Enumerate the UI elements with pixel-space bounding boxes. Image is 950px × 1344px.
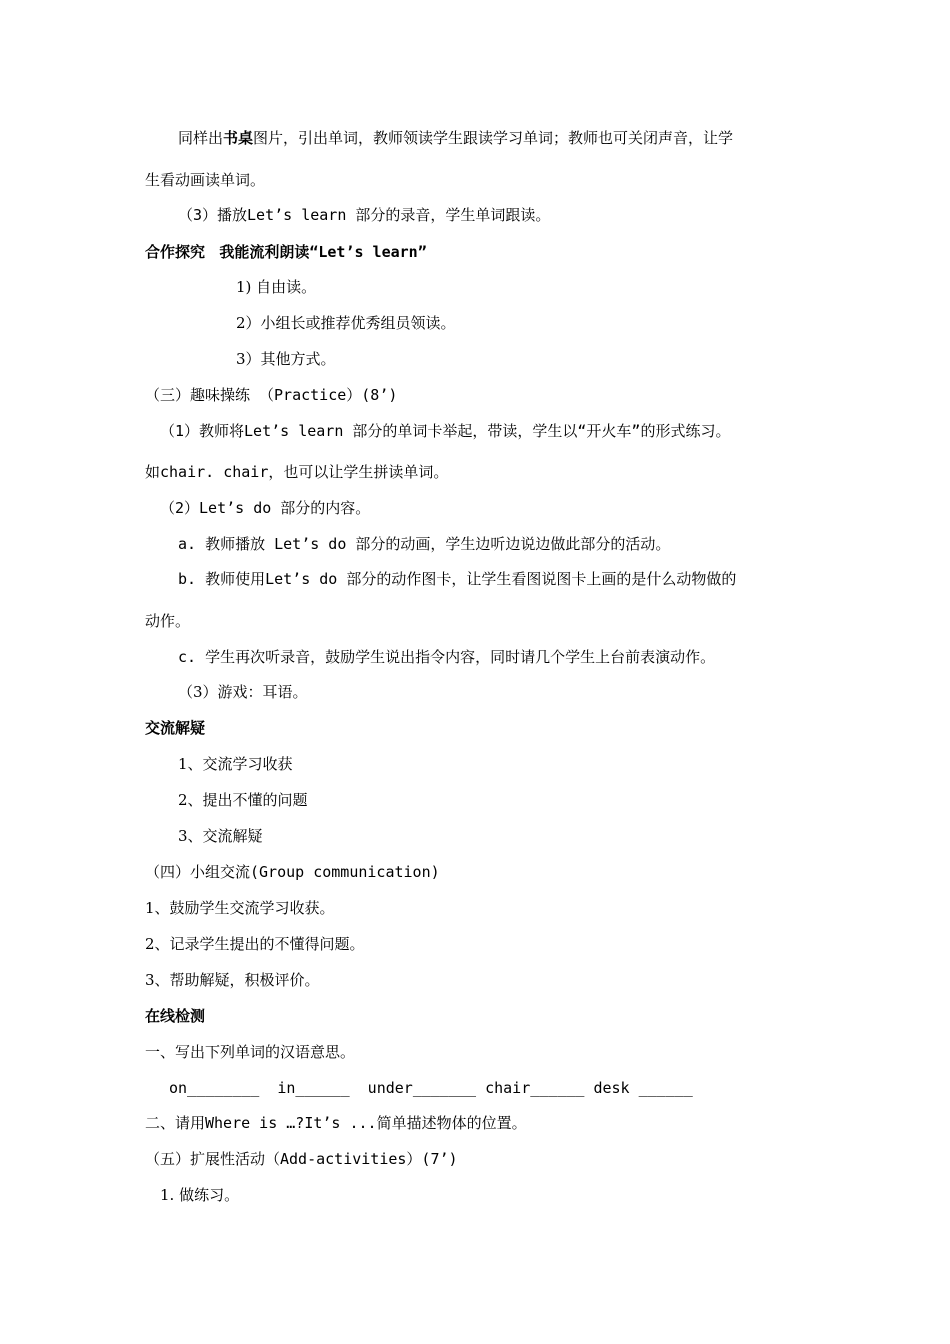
paragraph-text: 图片，引出单词，教师领读学生跟读学习单词；教师也可关闭声音，让学	[253, 129, 734, 147]
list-item: 2、提出不懂的问题	[178, 791, 308, 809]
section-title: （四）小组交流(Group communication)	[145, 863, 440, 881]
list-item: 1) 自由读。	[236, 278, 317, 296]
list-item: 3、交流解疑	[178, 827, 263, 845]
paragraph-line: 动作。	[145, 612, 191, 630]
list-item: 2、记录学生提出的不懂得问题。	[145, 935, 365, 953]
paragraph-line: a. 教师播放 Let’s do 部分的动画，学生边听边说边做此部分的活动。	[178, 535, 671, 553]
list-item: 1. 做练习。	[160, 1186, 240, 1204]
list-item: 1、鼓励学生交流学习收获。	[145, 899, 335, 917]
list-item: 3）其他方式。	[236, 350, 336, 368]
paragraph-line: （3）游戏：耳语。	[178, 683, 308, 701]
paragraph-line: （2）Let’s do 部分的内容。	[160, 499, 371, 517]
section-heading: 合作探究	[145, 243, 206, 261]
step-line: （3）播放Let’s learn 部分的录音，学生单词跟读。	[178, 206, 551, 224]
word-blanks: on________ in______ under_______ chair______ desk ______	[169, 1079, 693, 1097]
bold-keyword: 书桌	[223, 129, 254, 147]
paragraph-text: 同样出	[178, 129, 224, 147]
section-line	[145, 242, 427, 262]
paragraph-line: 生看动画读单词。	[145, 171, 266, 189]
paragraph-line: c. 学生再次听录音，鼓励学生说出指令内容，同时请几个学生上台前表演动作。	[178, 648, 716, 666]
question-line: 一、写出下列单词的汉语意思。	[145, 1043, 356, 1061]
section-subtitle: 我能流利朗读“Let’s learn”	[219, 243, 427, 261]
section-title: （三）趣味操练 （Practice）(8’)	[145, 386, 398, 404]
question-line: 二、请用Where is …?It’s ...简单描述物体的位置。	[145, 1114, 527, 1132]
section-title: （五）扩展性活动（Add-activities）(7’)	[145, 1150, 458, 1168]
list-item: 1、交流学习收获	[178, 755, 293, 773]
section-heading: 在线检测	[145, 1007, 206, 1025]
paragraph-line: （1）教师将Let’s learn 部分的单词卡举起，带读，学生以“开火车”的形式练习。	[160, 422, 731, 440]
paragraph-line: 如chair. chair，也可以让学生拼读单词。	[145, 463, 449, 481]
section-heading: 交流解疑	[145, 719, 206, 737]
list-item: 3、帮助解疑，积极评价。	[145, 971, 320, 989]
paragraph-line: b. 教师使用Let’s do 部分的动作图卡，让学生看图说图卡上画的是什么动物做的	[178, 570, 737, 588]
paragraph-line	[178, 128, 733, 148]
list-item: 2）小组长或推荐优秀组员领读。	[236, 314, 456, 332]
